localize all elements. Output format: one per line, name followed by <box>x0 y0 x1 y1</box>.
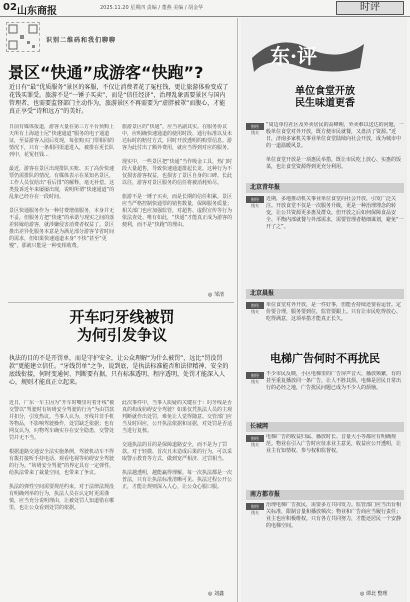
second-body-left: 近日，广东一车主因为“开车时嘴里叼着牙线”被交警以“驾驶时有妨碍安全驾驶的行为”为由罚款并扣分，引发热议。当事人认为，牙线并非手机等物品，不影响驾驶操作，处罚缺乏依据；也有网友认为，叼物驾车确实存在安全隐患，交警处罚并无不当。 根据道路交通安全法实施条例，驾驶机动车不得有拨打接听手持电话、观看电视等妨碍安全驾驶的行为。“妨碍安全驾驶”的界定具有一定弹性，给执法带来了裁量空间，也带来了争议。 执法的弹性空间需要规范约束。对于法律法规没有明确列举的行为，执法人员在认定时更需谨慎，应当充分说明理由，让被处罚人知道错在哪里，也让公众看到处罚的依据。 <box>9 400 115 511</box>
author-badge-label: 钱夫 <box>251 130 259 135</box>
banner-art-text: 东·评 <box>270 44 317 68</box>
second-headline: 开车叼牙线被罚 为何引发争议 <box>69 308 175 344</box>
lead-headline: 景区“快通”成游客“快跑”? <box>8 63 204 82</box>
author-badge: 财经 <box>246 503 264 510</box>
masthead <box>0 0 410 17</box>
source-label: 南方都市报 <box>246 490 404 500</box>
right-article1-body: “周边单位社区及外卖居民的高峰期，外卖难以送达的问题，一般单位食堂对外开放，既方便市民就餐，又盘活了资源。”近日，济南多家机关事业单位食堂陆续向社会开放，成为城市中的一道温暖风景。 单位食堂开放是一项惠民举措，既让市民吃上放心、实惠的饭菜，也让食堂资源得到更充分利用。 <box>266 122 404 170</box>
author-badge: 财经 <box>246 123 264 130</box>
author-badge-label: 钱夫 <box>251 510 259 515</box>
second-byline: ◎ 刘鑫 <box>208 591 224 597</box>
lead-body-right: 旅游景区的“快通”，应当名副其实。在服务协议中，应明确快速通道的使用时段、通行标准以及未达标时的赔付方式，同时开放透明的购票信息。游客为此付出了额外费用，就应当得到对应的服务。 现实中，一些景区把“快通”当作吸金工具，热门时段大量超售，导致快速通道排起长龙。这种行为不仅损害游客权益，也损害了景区自身的口碑。长此以往，游客对景区服务的信任将被消耗殆尽。 旅游不是一锤子买卖，而是长期的信任积累。景区应当严格控制快通票的销售数量，保障服务质量；相关部门也应加强监管，对超售、虚假宣传等行为依法查处。唯有如此，“快通”才能真正成为游客的便利，而不是“快跑”的理由。 <box>122 124 233 228</box>
author-badge: 财经 <box>246 372 264 379</box>
slogan: 识别二维码和我们聊聊 <box>46 37 117 44</box>
author-badge: 财经 <box>246 196 264 203</box>
source-label: 北京晨报 <box>246 289 404 299</box>
source-label: 北京青年报 <box>246 183 404 193</box>
author-badge-label: 钱夫 <box>251 203 259 208</box>
right-article6-body: 治理电梯广告扰民，需要多方共同发力。监管部门应当出台相关标准，限制音量和播放频次；物业和广告商应当履行责任；业主也应积极维权。只有各方共同努力，才能还居民一个安静的电梯空间。 <box>266 502 402 529</box>
right-article5-body: 电梯广告的收益归属、播放时长、音量大小等都应有明确规范。物业在引入广告时应征求业主意见，收益应公开透明，让业主有知情权、参与权和监督权。 <box>266 434 402 454</box>
author-badge-label: 钱夫 <box>251 309 259 314</box>
right-article3-body: 单位食堂对外开放，是一件好事，但能否持续还要看运营。定价要合理，服务要到位，监管要跟上。只有让市民吃得放心、吃得满意，这项举措才能真正长久。 <box>266 302 402 322</box>
qr-code-graphic <box>7 23 39 51</box>
right-article4-body: 不少市民反映，小区电梯里的广告屏声音大、播放频繁，有的甚至重复播放同一条广告，让人不胜其烦。电梯是居民日常出行的必经之地，广告扰民问题已成为不少人的烦恼。 <box>266 371 402 391</box>
lead-body-left: 日前有媒体报道，游客大量在第三方平台预购上天所有上海迪士尼“快速通道”服务的电子通道证，至益游客入园后发现，每张购买门票相同的情况下，只有一条相同渠道进入，被排在更长队列中，花冤枉钱... 最近，游客在景区出现排队买账、买了高价快速票仍需排队的情况。有媒体表示在某知名景区，工作人员仅给出“看后排”的解释，毫无补偿。这类投诉近年来屡屡出现，说明所谓“快速通道”的乱象已经存在一段时间。 景区快通服务作为一种付费增值服务，本身并无不妥，但服务方把“快速”的承诺与现实之间的落差转嫁给游客，就涉嫌侵害消费者权益了。景区推出差异化服务本意是为满足部分游客节省时间的需求，但如果快速通道本身“不快”甚至“更慢”，那就只能是一种变相收费。 <box>9 124 115 249</box>
author-badge: 财经 <box>246 302 264 309</box>
source-label: 长城网 <box>246 422 404 432</box>
qr-code-icon[interactable] <box>6 22 40 52</box>
author-badge-label: 钱夫 <box>251 442 259 447</box>
lead-byline: ◎ 邹清 <box>208 292 224 298</box>
second-deck: 执法的目的不是开罚单，而是守护安全，让公众理解“为什么被罚”，远比“罚没罚款”更能建立信任。“牙线罚单”之争，说到底，是执法标准能否和法律精神、安全的底线衔接，何时变通何、判断要有据，只有标准透明、程序透明，处罚才能深入人心，规则才能真正立起来。 <box>9 355 229 386</box>
page-number: 02 <box>3 2 17 13</box>
right-byline: ◎ 谭北 整理 <box>360 591 388 597</box>
column-divider <box>237 18 238 602</box>
column-banner <box>248 28 368 78</box>
section-divider <box>8 302 234 303</box>
lead-deck: 近日有“最”优质服务”景区的客服，不仅让消费者花了冤枉钱，更让旅游体验变成了花钱买罪受。旅游不是“一锤子买卖”，而是“信任经济”，治理乱象需要景区与国内管理者，也需要监督部门主动作为，旅游景区不再需要为“虚胖被罩”而腹心，才能真正享受“诗和远方”的美好。 <box>9 84 229 115</box>
section-tag: 时评 <box>336 1 404 15</box>
newspaper-brand: 山东商报 <box>17 6 57 17</box>
author-badge: 财经 <box>246 435 264 442</box>
issue-meta: 2025.11.20 星期四 责编 / 董燕 美编 / 胡金华 <box>100 5 204 11</box>
right-article2-body: 近期，多地推动机关事业单位食堂向社会开放，引发广泛关注。开放食堂不仅是一次服务升级，更是一种治理理念的转变，让公共资源更多惠及群众。但开放之后如何保障食品安全、平衡内部就餐与外部需求，需要管理者精细谋划，避免“一开了之”。 <box>266 196 404 230</box>
right-article4-title: 电梯广告何时不再扰民 <box>270 352 380 365</box>
right-article1-title: 单位食堂开放 民生味道更香 <box>295 86 355 109</box>
second-body-right: 此次事件中，当事人质疑的关键在于：叼牙线是否真的构成妨碍安全驾驶？如果仅凭执法人员的主观判断就作出处罚，难免让人觉得随意。交管部门应当及时回应，公开执法依据和证据，对处罚是否适当进行复核。 交通执法的目的是保障道路安全，而不是为了罚款。对于轻微、首次且未造成后果的行为，可以采取警示教育等方式，做到宽严相济、过罚相当。 执法越透明，越能赢得理解。每一次执法都是一次普法，只有让执法标准清晰可见、执法过程公开公正，才能让规则深入人心，让公众心服口服。 <box>122 400 233 490</box>
author-badge-label: 钱夫 <box>251 379 259 384</box>
